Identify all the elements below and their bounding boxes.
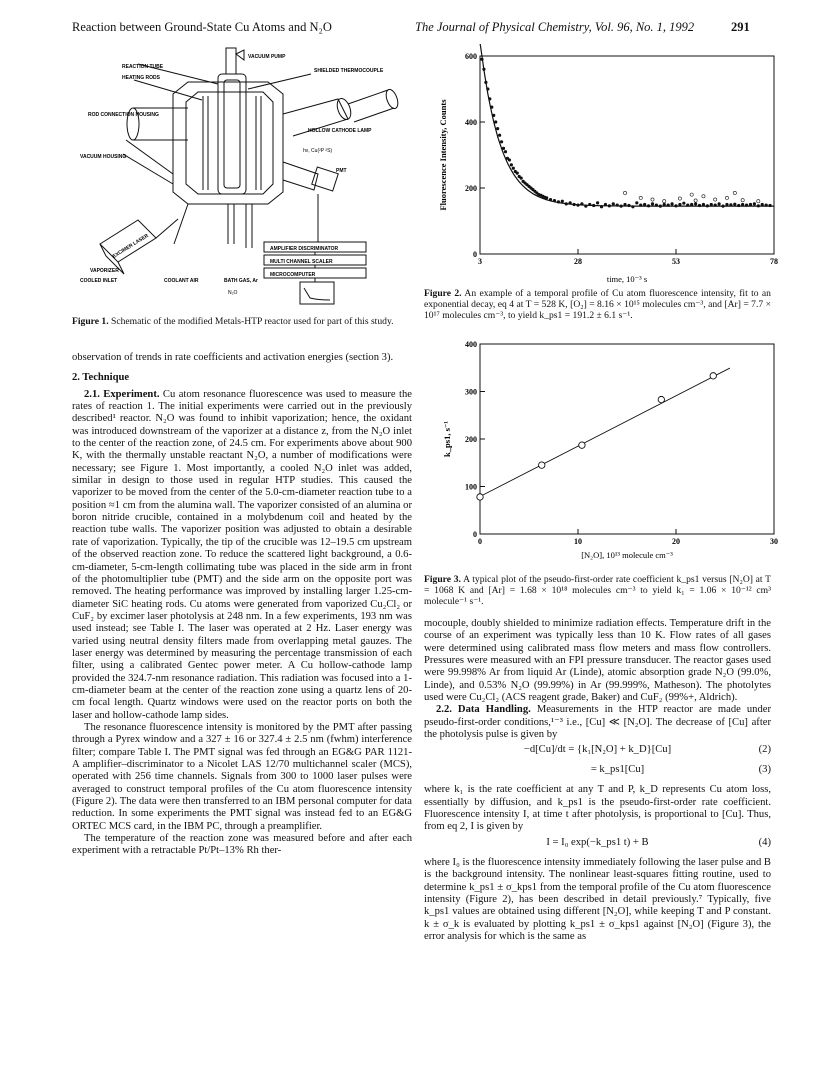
fig2-point [749,203,752,206]
fig2-point [690,203,693,206]
fig2-point [545,196,548,199]
fig2-point [549,198,552,201]
fig2-point [608,204,611,207]
fig2-point [745,204,748,207]
fig1-label-shielded: SHIELDED THERMOCOUPLE [314,68,384,74]
figure1-schematic [78,44,408,306]
fig2-outlier-point [639,196,642,199]
fig2-xtick-label: 78 [770,257,778,266]
fig3-xtick-label: 0 [478,537,482,546]
fig2-point [627,204,630,207]
fig2-point [620,205,623,208]
fig2-point [508,158,511,161]
fig2-point [500,140,503,143]
fig3-ytick-label: 0 [473,530,477,539]
fig2-point [737,204,740,207]
equation-4-number: (4) [758,836,771,848]
right-column [424,618,771,943]
fig2-point [721,205,724,208]
fig1-label-hv: hν, Cu(²P ²S) [303,148,333,154]
fig2-axes-frame [480,56,774,254]
fig3-point [658,396,664,402]
equation-3-text: = k_ps1[Cu] [590,764,645,776]
figure3-caption-text: A typical plot of the pseudo-first-order rate coefficient k_ps1 versus [N₂O] at T = 1068 K and [Ar] = 1.68 × 10¹⁸ molecules cm⁻³ to yield k₁ = 1.06 × 10⁻¹² cm³ molecule⁻¹ s⁻¹. [424,574,771,608]
fig1-label-heating: HEATING RODS [122,75,160,81]
fig2-outlier-point [678,197,681,200]
figure2-caption-label: Figure 2. [424,288,462,299]
fig2-point [768,204,771,207]
fig2-outlier-point [725,196,728,199]
left-p3: The temperature of the reaction zone was measured before and after each experiment with a retractable Pt/Pt–13% Rh ther- [72,833,412,857]
fig2-point [639,204,642,207]
fig2-ytick-label: 0 [473,250,477,259]
right-p1: mocouple, doubly shielded to minimize radiation effects. Temperature drift in the course of an experiment was typically less than 10 K. Flow rates of all gases were determined using calibrated mass flow meters and mass flow controllers. Pressures were measured with an FPI pressure transducer. The reactor gases used were 99.998% Ar from liquid Ar (Linde), atomic absorption grade N₂O (99.0%, Linde), and 0.53% N₂O (99.99%) in Ar (99.999%, Matheson). The photolytes used were Cu₂Cl₂ (ACS reagent grade, Baker) and CuF₂ (99%+, Aldrich). [424,618,771,704]
fig2-point [765,204,768,207]
left-p1: Cu atom resonance fluorescence was used to measure the rates of reaction 1. The initial experiments were carried out in the previously described¹ reactor. N₂O was found to inhibit vaporization; hence, the oxidant was introduced downstream of the vaporizer at a distance z, from the N₂O inlet to the center of the reaction zone, of 24.5 cm. For experiments above about 900 K, with the thermally unstable reactant N₂O, a number of modifications were necessary; see Figure 1. Most importantly, a cooled N₂O inlet was added, similar in design to those used in regular HTP studies. This caused the vaporizer to be moved from the center of the 5.0-cm-diameter reaction tube to a position ≈1 cm from the alumina wall. The vaporizer consisted of an alumina or boron nitride crucible, contained in a molybdenum coil and heated by the reaction tube walls. The vaporizer position was adjusted to obtain a desirable rate of vaporization. Typically, the tip of the crucible was 12–19.5 cm upstream of the observed reaction zone. To reduce the scattered light background, a 0.6-cm-diameter, 5-cm-length collimating tube was placed in the side arm in front of the photomultiplier tube (PMT) and the side arm on the opposite port was removed. The heating performance was improved by installing larger 1.25-cm-diameter SiC heating rods. Cu atoms were generated from vaporized Cu₂Cl₂ or CuF₂ by excimer laser photolysis at 248 nm. In a few experiments, 193 nm was used instead; see Table I. The laser was operated at 2 Hz. Laser energy was varied using neutral density filters made from overlapping metal gauzes. The laser energy was determined by measuring the percentage transmission of each filter, using a calibrated Gentec power meter. A Cu hollow-cathode lamp provided the 324.7-nm resonance radiation. This radiation was focused into a 1-cm-diameter beam at the center of the reaction zone using a quartz lens of 20-cm focal length. Quartz windows were used on the reactor ports on both the laser and hollow-cathode lamp sides. [72,388,412,721]
fig2-outlier-point [757,200,760,203]
fig2-point [761,203,764,206]
fig2-point [706,204,709,207]
fig2-point [663,203,666,206]
fig1-label-micro: MICROCOMPUTER [270,272,316,278]
fig2-point [480,58,483,61]
fig2-point [659,205,662,208]
equation-2 [424,744,771,761]
fig2-point [488,97,491,100]
section-title: 2. Technique [72,372,130,384]
fig2-xtick-label: 53 [672,257,680,266]
fig1-label-mcs: MULTI CHANNEL SCALER [270,259,333,265]
fig2-point [725,203,728,206]
fig1-label-pmt: PMT [336,168,347,174]
right-p2: Measurements in the HTP reactor are made under pseudo-first-order conditions,¹⁻³ i.e., [Cu] ≪ [N₂O]. The decrease of [Cu] after the photolysis pulse is given by [424,704,771,741]
fig1-label-hollow-cathode: HOLLOW CATHODE LAMP [308,128,372,134]
fig2-point [702,203,705,206]
subsection-1-title: 2.1. Experiment. [84,388,160,400]
subsection-2-title: 2.2. Data Handling. [436,704,531,716]
fig1-label-n2o: N₂O [228,290,238,296]
fig2-ytick-label: 400 [465,118,477,127]
left-p0: observation of trends in rate coefficients and activation energies (section 3). [72,352,394,363]
fig2-outlier-point [694,199,697,202]
fig1-label-cooled-inlet: COOLED INLET [80,278,118,284]
fig2-outlier-point [733,191,736,194]
fig2-point [557,200,560,203]
fig2-point [667,204,670,207]
fig2-point [729,203,732,206]
fig2-point [490,106,493,109]
fig2-ytick-label: 600 [465,52,477,61]
equation-3 [424,764,771,781]
fig2-point [596,201,599,204]
fig3-xlabel: [N₂O], 10¹³ molecule cm⁻³ [581,550,673,560]
fig2-point [569,201,572,204]
fig2-xtick-label: 3 [478,257,482,266]
figure2-caption [424,288,771,322]
fig2-point [484,81,487,84]
right-p4: where I₀ is the fluorescence intensity immediately following the laser pulse and B is the background intensity. The nonlinear least-squares fitting routine, used to determine k_ps1 ± σ_kps1 from the temporal profile of the Cu atom fluorescence intensity (Figure 2), has been described in detail previously.⁷ Typically, five k_ps1 values are obtained using different [N₂O], while keeping T and P constant. k ± σ_k is evaluated by plotting k_ps1 ± σ_kps1 against [N₂O] (Figure 3), the error analysis for which is the same as [424,856,771,942]
fig2-point [623,203,626,206]
figure1-caption-label: Figure 1. [72,316,109,327]
fig1-label-excimer: EXCIMER LASER [111,232,150,260]
fig2-point [694,202,697,205]
fig2-outlier-point [651,198,654,201]
fig2-point [616,204,619,207]
fig2-ytick-label: 200 [465,184,477,193]
fig3-ytick-label: 200 [465,435,477,444]
fig2-xtick-label: 28 [574,257,582,266]
fig1-label-vacuum-housing: VACUUM HOUSING [80,154,127,160]
fig3-axes-frame [480,344,774,534]
fig3-xtick-label: 10 [574,537,582,546]
fig3-fit-line [480,368,730,496]
fig2-point [592,204,595,207]
fig2-outlier-point [623,191,626,194]
fig2-point [741,203,744,206]
fig2-point [588,203,591,206]
fig1-label-vacuum-pump: VACUUM PUMP [248,54,286,60]
fig2-point [718,202,721,205]
fig3-ytick-label: 300 [465,387,477,397]
fig2-point [686,204,689,207]
fig2-point [678,203,681,206]
fig2-point [753,202,756,205]
fig2-outlier-point [714,198,717,201]
fig2-point [710,203,713,206]
fig2-point [510,163,513,166]
page-number: 291 [731,20,750,34]
left-p2: The resonance fluorescence intensity is monitored by the PMT after passing through a Pyrex window and a 327 ± 16 or 327.4 ± 2.5 nm (fwhm) interference filter; compare Table I. The PMT signal was fed through an EG&G PAR 1121-A amplifier–discriminator to a Nicolet LAS 12/70 multichannel scaler (MCS), operated with 256 time channels. Signals from 300 to 1000 laser pulses were averaged to construct temporal profiles of the Cu atom fluorescence intensity (Figure 2). The data were then transferred to an IBM personal computer for data reduction. In some experiments the PMT signal was instead fed to an EG&G ORTEC MCS card, in the IBM PC, through a preamplifier. [72,721,412,832]
fig3-ytick-label: 400 [465,340,477,349]
figure1-caption-text: Schematic of the modified Metals-HTP reactor used for part of this study. [111,316,394,327]
fig2-point [612,202,615,205]
figure2-plot [424,44,784,294]
fig2-point [635,201,638,204]
fig1-label-rod-connection: ROD CONNECTION HOUSING [88,112,159,118]
fig2-point [647,204,650,207]
fig3-xtick-label: 20 [672,537,680,546]
fig1-label-reaction-tube: REACTION TUBE [122,64,164,70]
fig1-label-coolant-air: COOLANT AIR [164,278,199,284]
fig2-point [496,127,499,130]
figure3-plot [424,334,784,564]
fig2-point [631,205,634,208]
fig2-point [580,202,583,205]
figure3-caption-label: Figure 3. [424,574,461,585]
fig2-point [482,68,485,71]
fig2-point [502,147,505,150]
fig2-point [553,199,556,202]
fig2-point [600,205,603,208]
fig2-point [655,204,658,207]
fig2-point [516,172,519,175]
fig2-point [674,204,677,207]
running-header-title: Reaction between Ground-State Cu Atoms and N₂O [72,20,332,34]
figure2-caption-text: An example of a temporal profile of Cu atom fluorescence intensity, fit to an exponential decay, eq 4 at T = 528 K, [O₂] = 8.16 × 10¹⁵ molecules cm⁻³, and [Ar] = 7.7 × 10¹⁷ molecules cm⁻³, to yield k_ps1 = 191.2 ± 6.1 s⁻¹. [424,288,771,322]
equation-3-number: (3) [758,764,771,776]
fig2-point [512,167,515,170]
fig3-xtick-label: 30 [770,537,778,546]
fig2-point [572,203,575,206]
fig2-point [498,134,501,137]
fig2-xlabel: time, 10⁻³ s [606,274,648,284]
fig2-point [682,202,685,205]
fig1-label-amp: AMPLIFIER DISCRIMINATOR [270,246,339,252]
fig2-outlier-point [741,199,744,202]
fig2-point [504,150,507,153]
equation-2-number: (2) [758,744,771,756]
fig2-point [584,205,587,208]
fig2-outlier-point [663,200,666,203]
fig3-point [539,462,545,468]
equation-2-text: −d[Cu]/dt = {k₁[N₂O] + k_D}[Cu] [523,744,672,756]
fig3-point [579,442,585,448]
fig2-point [576,204,579,207]
fig2-point [670,202,673,205]
fig2-outlier-point [690,193,693,196]
fig2-point [698,204,701,207]
fig2-outlier-point [702,195,705,198]
fig2-point [604,203,607,206]
fig2-point [643,203,646,206]
fig1-label-bath-gas: BATH GAS, Ar [224,278,258,284]
fig3-ylabel: k_ps1, s⁻¹ [442,421,452,457]
fig2-point [714,204,717,207]
equation-4-text: I = I₀ exp(−k_ps1 t) + B [546,836,649,848]
fig3-point [477,494,483,500]
figure1-caption [72,316,412,327]
left-column [72,352,412,858]
running-header-journal: The Journal of Physical Chemistry, Vol. 96, No. 1, 1992 [415,20,695,34]
fig2-point [486,87,489,90]
fig2-point [561,200,564,203]
figure3-caption [424,574,771,608]
fig3-ytick-label: 100 [465,482,477,492]
fig2-ylabel: Fluorescence Intensity, Counts [438,99,448,211]
equation-4 [424,837,771,854]
fig2-point [757,204,760,207]
fig2-point [492,114,495,117]
fig2-point [733,203,736,206]
fig2-point [651,202,654,205]
right-p3: where k₁ is the rate coefficient at any T and P, k_D represents Cu atom loss, essentially by diffusion, and k_ps1 is the pseudo-first-order rate coefficient. Fluorescence intensity I, at time t after photolysis, is proportional to [Cu]. Thus, from eq 2, I is given by [424,784,771,833]
fig3-point [710,373,716,379]
fig1-label-vaporizer: VAPORIZER [90,268,119,274]
fig2-point [520,177,523,180]
fig2-point [565,202,568,205]
fig2-point [494,120,497,123]
